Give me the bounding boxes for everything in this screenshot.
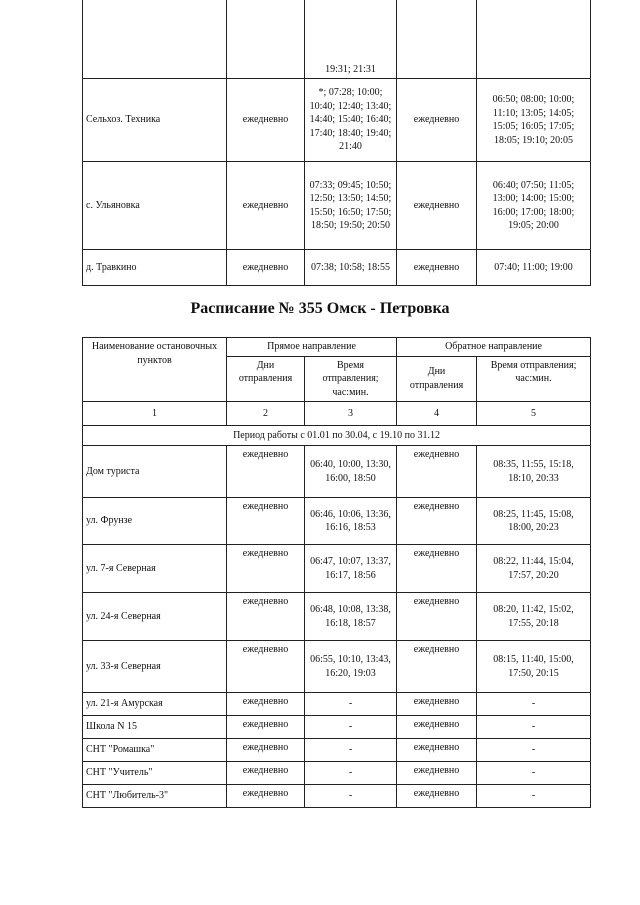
column-number: 5 <box>477 402 591 426</box>
times-forward: - <box>305 693 397 716</box>
table-row <box>83 446 591 498</box>
times-back <box>477 0 591 79</box>
days-forward: ежедневно <box>227 693 305 716</box>
times-forward: 06:46, 10:06, 13:36, 16:16, 18:53 <box>305 498 397 545</box>
times-back: 08:22, 11:44, 15:04, 17:57, 20:20 <box>477 545 591 593</box>
days-forward: ежедневно <box>227 593 305 641</box>
stop-name: СНТ "Учитель" <box>83 762 227 785</box>
stop-name: СНТ "Ромашка" <box>83 739 227 762</box>
days-back: ежедневно <box>397 250 477 286</box>
period-row <box>83 426 591 446</box>
table-row <box>83 716 591 739</box>
header-forward: Прямое направление <box>227 338 397 357</box>
days-forward: ежедневно <box>227 641 305 693</box>
column-number: 3 <box>305 402 397 426</box>
table-row <box>83 0 591 79</box>
days-forward: ежедневно <box>227 498 305 545</box>
times-forward: 06:47, 10:07, 13:37, 16:17, 18:56 <box>305 545 397 593</box>
days-forward: ежедневно <box>227 762 305 785</box>
column-number: 4 <box>397 402 477 426</box>
times-back: 08:25, 11:45, 15:08, 18:00, 20:23 <box>477 498 591 545</box>
schedule-table <box>82 337 591 808</box>
stop-name: ул. Фрунзе <box>83 498 227 545</box>
days-back <box>397 0 477 79</box>
days-back: ежедневно <box>397 785 477 808</box>
days-forward: ежедневно <box>227 162 305 250</box>
times-back: - <box>477 739 591 762</box>
table-row <box>83 641 591 693</box>
stop-name <box>83 0 227 79</box>
table-row <box>83 162 591 250</box>
table-row <box>83 593 591 641</box>
days-back: ежедневно <box>397 739 477 762</box>
times-forward: 06:40, 10:00, 13:30, 16:00, 18:50 <box>305 446 397 498</box>
times-forward: 06:48, 10:08, 13:38, 16:18, 18:57 <box>305 593 397 641</box>
stop-name: ул. 33-я Северная <box>83 641 227 693</box>
times-back: 08:15, 11:40, 15:00, 17:50, 20:15 <box>477 641 591 693</box>
column-number-row <box>83 402 591 426</box>
times-back: - <box>477 693 591 716</box>
days-forward: ежедневно <box>227 739 305 762</box>
table-row <box>83 79 591 162</box>
days-back: ежедневно <box>397 498 477 545</box>
period-label: Период работы с 01.01 по 30.04, с 19.10 по 31.12 <box>83 426 591 446</box>
times-forward: 06:55, 10:10, 13:43, 16:20, 19:03 <box>305 641 397 693</box>
days-back: ежедневно <box>397 79 477 162</box>
header-days-forward: Дни отправления <box>227 356 305 402</box>
table-row <box>83 250 591 286</box>
days-back: ежедневно <box>397 693 477 716</box>
stop-name: д. Травкино <box>83 250 227 286</box>
days-back: ежедневно <box>397 446 477 498</box>
days-forward: ежедневно <box>227 716 305 739</box>
times-back: 06:40; 07:50; 11:05; 13:00; 14:00; 15:00; 16:00; 17:00; 18:00; 19:05; 20:00 <box>477 162 591 250</box>
header-days-back: Дни отправления <box>397 356 477 402</box>
schedule-title: Расписание № 355 Омск - Петровка <box>190 300 450 317</box>
days-forward: ежедневно <box>227 446 305 498</box>
stop-name: ул. 24-я Северная <box>83 593 227 641</box>
times-back: - <box>477 785 591 808</box>
stop-name: Школа N 15 <box>83 716 227 739</box>
days-forward: ежедневно <box>227 545 305 593</box>
days-back: ежедневно <box>397 162 477 250</box>
days-back: ежедневно <box>397 716 477 739</box>
days-forward <box>227 0 305 79</box>
times-forward: *; 07:28; 10:00; 10:40; 12:40; 13:40; 14:40; 15:40; 16:40; 17:40; 18:40; 19:40; 21:40 <box>305 79 397 162</box>
times-forward: - <box>305 762 397 785</box>
days-forward: ежедневно <box>227 250 305 286</box>
times-forward: 07:33; 09:45; 10:50; 12:50; 13:50; 14:50; 15:50; 16:50; 17:50; 18:50; 19:50; 20:50 <box>305 162 397 250</box>
header-time-back: Время отправления; час:мин. <box>477 356 591 402</box>
times-back: 06:50; 08:00; 10:00; 11:10; 13:05; 14:05; 15:05; 16:05; 17:05; 18:05; 19:10; 20:05 <box>477 79 591 162</box>
days-back: ежедневно <box>397 641 477 693</box>
times-back: 08:20, 11:42, 15:02, 17:55, 20:18 <box>477 593 591 641</box>
days-back: ежедневно <box>397 762 477 785</box>
times-forward: - <box>305 716 397 739</box>
table-row <box>83 785 591 808</box>
stop-name: СНТ "Любитель-3" <box>83 785 227 808</box>
table-row <box>83 693 591 716</box>
times-forward: - <box>305 785 397 808</box>
times-back: 08:35, 11:55, 15:18, 18:10, 20:33 <box>477 446 591 498</box>
times-back: 07:40; 11:00; 19:00 <box>477 250 591 286</box>
header-back: Обратное направление <box>397 338 591 357</box>
days-forward: ежедневно <box>227 785 305 808</box>
stop-name: Дом туриста <box>83 446 227 498</box>
times-back: - <box>477 716 591 739</box>
table-row <box>83 545 591 593</box>
header-row <box>83 338 591 357</box>
column-number: 2 <box>227 402 305 426</box>
table-row <box>83 498 591 545</box>
times-forward: - <box>305 739 397 762</box>
column-number: 1 <box>83 402 227 426</box>
days-back: ежедневно <box>397 545 477 593</box>
times-forward: 07:38; 10:58; 18:55 <box>305 250 397 286</box>
table-row <box>83 762 591 785</box>
stop-name: с. Ульяновка <box>83 162 227 250</box>
days-forward: ежедневно <box>227 79 305 162</box>
stop-name: Сельхоз. Техника <box>83 79 227 162</box>
header-stop-names: Наименование остановочных пунктов <box>83 338 227 402</box>
days-back: ежедневно <box>397 593 477 641</box>
times-forward: 19:31; 21:31 <box>305 0 397 79</box>
times-back: - <box>477 762 591 785</box>
previous-schedule-table <box>82 0 591 286</box>
stop-name: ул. 7-я Северная <box>83 545 227 593</box>
table-row <box>83 739 591 762</box>
stop-name: ул. 21-я Амурская <box>83 693 227 716</box>
header-time-forward: Время отправления; час:мин. <box>305 356 397 402</box>
